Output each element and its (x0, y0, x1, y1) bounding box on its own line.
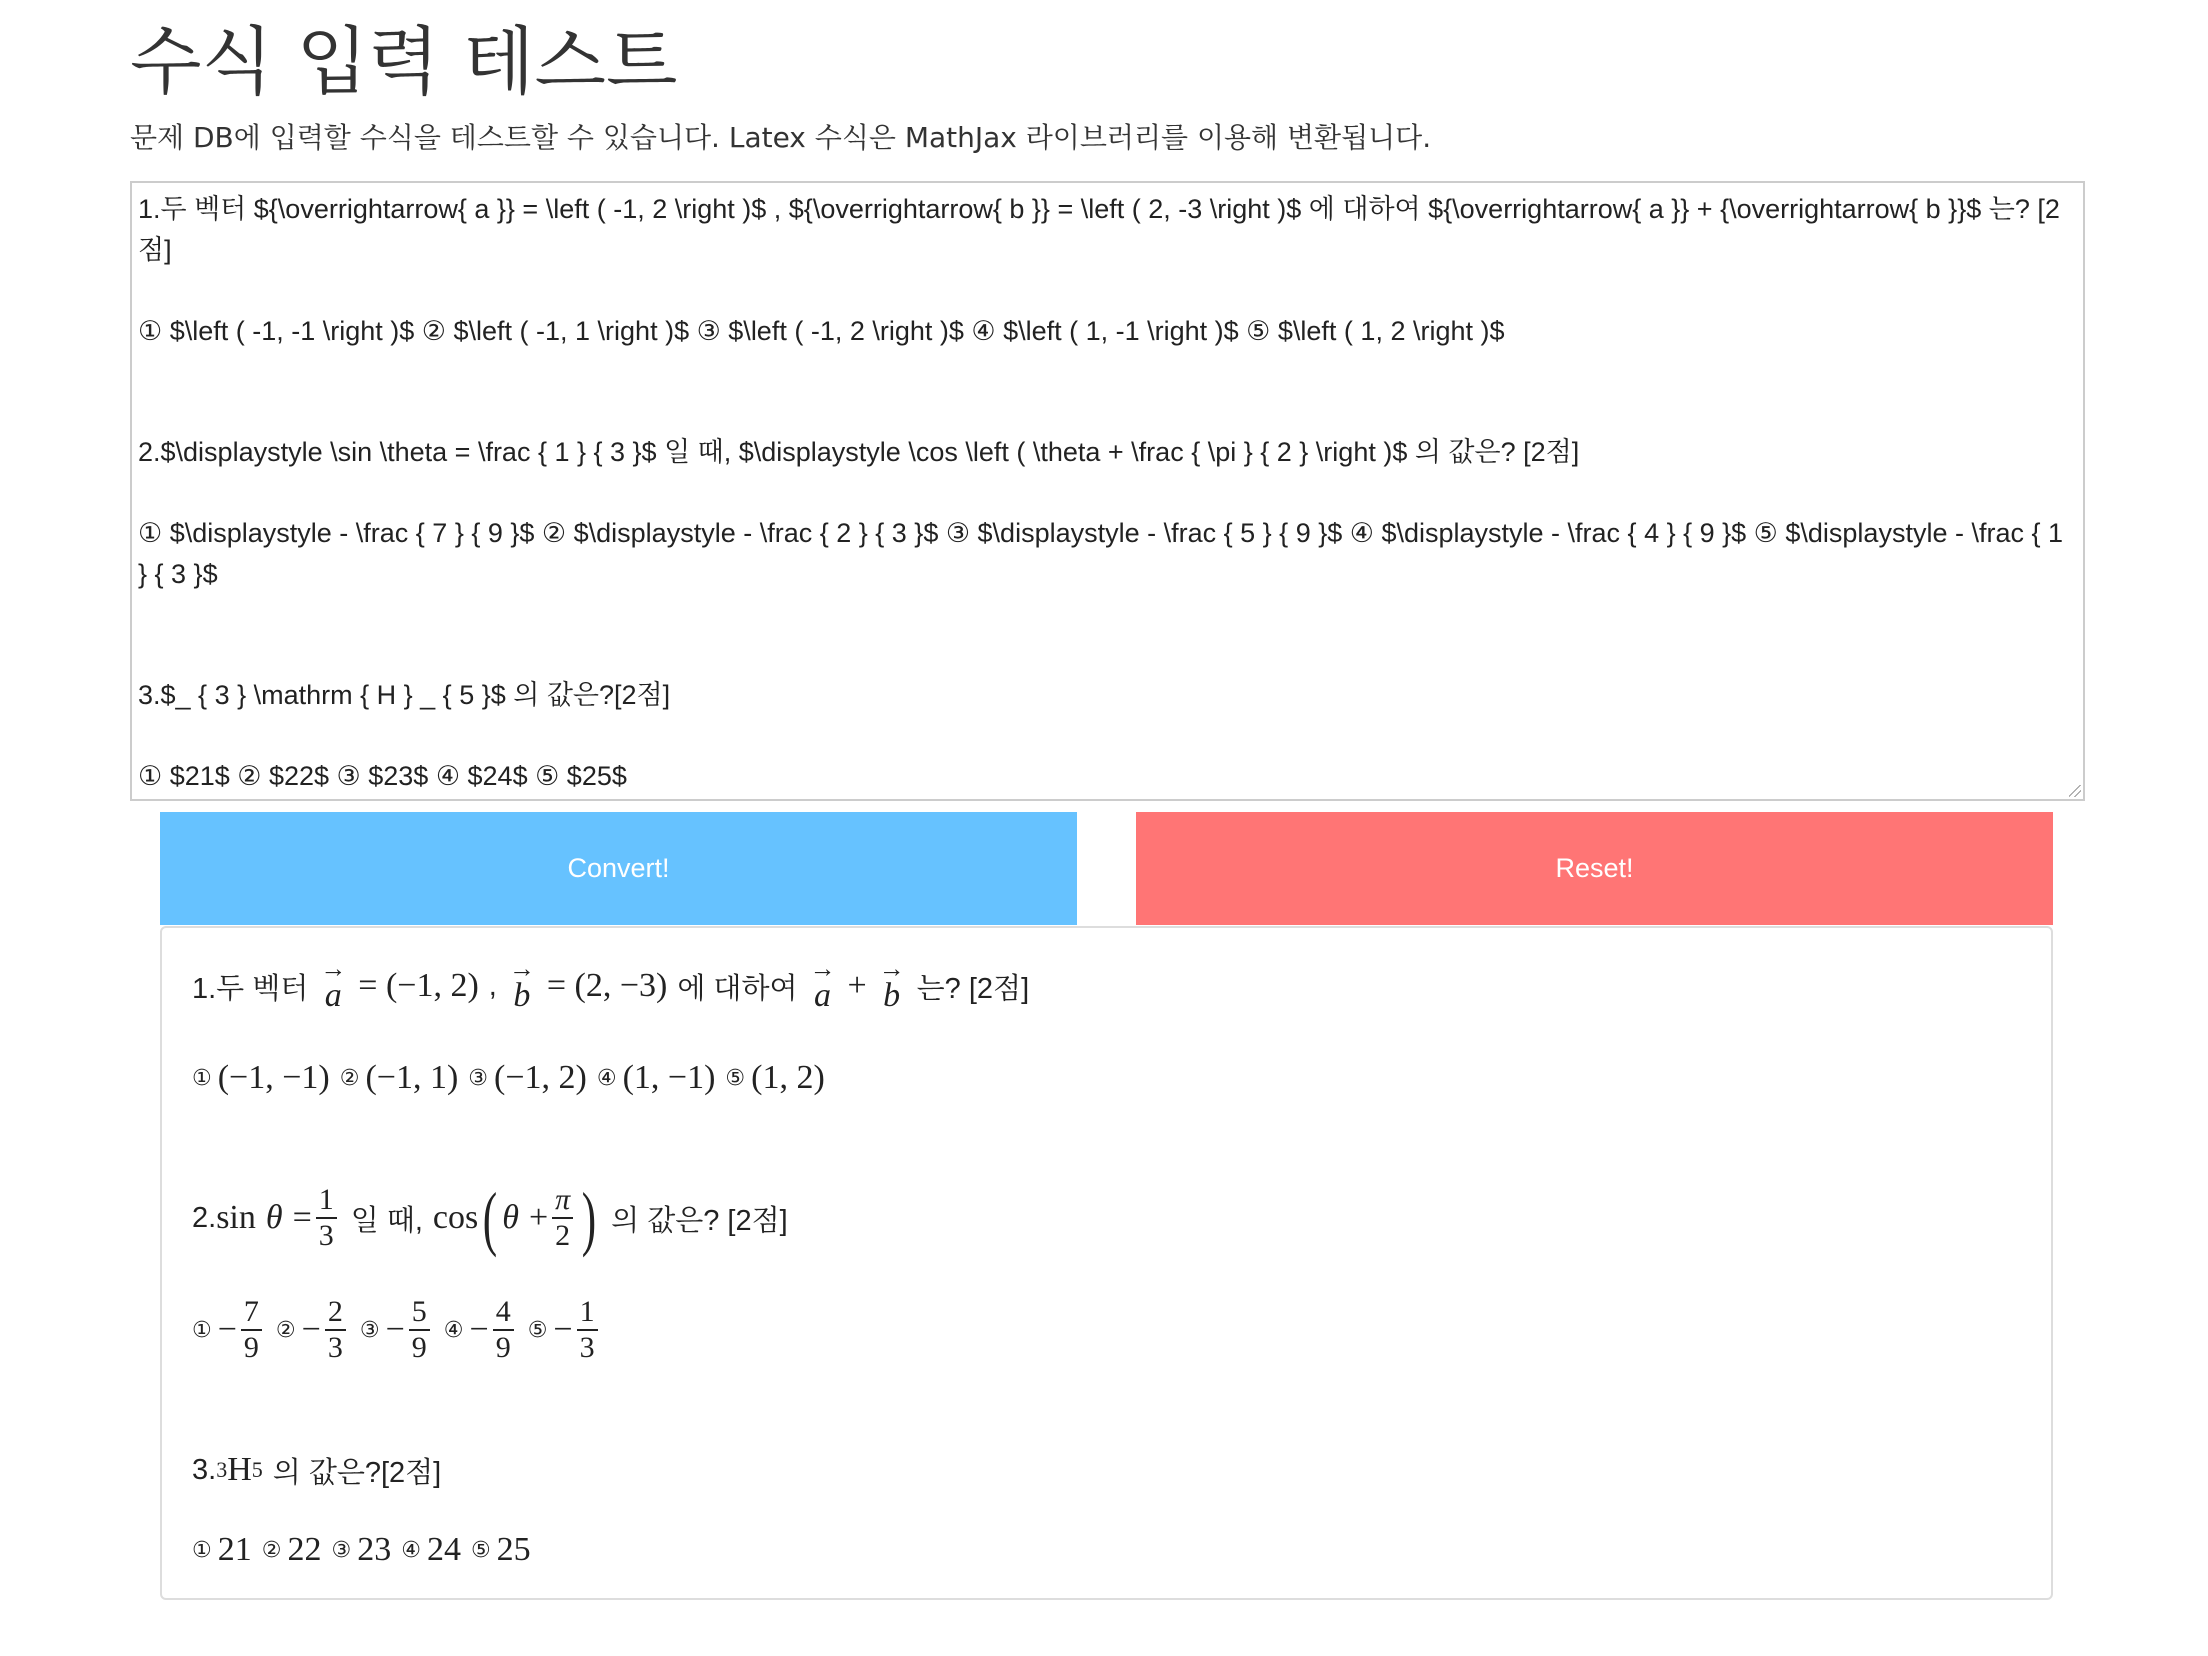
q2-eq: = (292, 1199, 312, 1236)
q2-theta-inner: θ (502, 1199, 519, 1236)
q2-theta: θ (265, 1199, 283, 1236)
vector-arrow-icon: → (878, 954, 905, 983)
editor-line: 1.두 벡터 ${\overrightarrow{ a }} = \left ( -1, 2 \right )$ , ${\overrightarrow{ b }} = \left ( 2, -3 \right )$ 에 대하여 ${\overrightarrow{ a }} + {\overrightarrow{ b }}$ 는? [2점] (138, 194, 2060, 265)
editor-line (138, 716, 2077, 757)
q1-choices (192, 1056, 835, 1100)
choice-mark: ② (261, 1537, 282, 1563)
choice-fraction (577, 1295, 598, 1365)
q1-prefix: 1.두 벡터 (192, 972, 309, 1005)
editor-line (138, 473, 2077, 514)
q3-prefix: 3. (192, 1453, 217, 1486)
choice-minus: − (553, 1311, 573, 1348)
q2-suffix: 의 값은? [2점] (611, 1204, 788, 1237)
fraction-denominator: 9 (493, 1329, 514, 1365)
q2-sin: sin (216, 1199, 256, 1236)
q2-prefix: 2. (192, 1201, 217, 1234)
q1-eq-b: = (2, −3) (546, 967, 668, 1004)
choice-mark: ② (339, 1065, 360, 1091)
choice-value: 24 (426, 1531, 461, 1568)
choice-mark: ③ (359, 1317, 380, 1343)
choice-fraction (325, 1295, 346, 1365)
editor-line: 3.$_ { 3 } \mathrm { H } _ { 5 }$ 의 값은?[2점] (138, 680, 671, 710)
vector-arrow-icon: → (320, 954, 347, 983)
choice-mark: ① (192, 1317, 212, 1343)
choice-value: 25 (496, 1531, 531, 1568)
q1-comma: , (488, 969, 497, 1002)
vector-b: → b (508, 954, 535, 1014)
editor-line (138, 594, 2077, 635)
choice-value: (−1, −1) (217, 1059, 330, 1096)
choice-minus: − (385, 1311, 405, 1348)
vector-arrow-icon: → (809, 954, 836, 983)
q1-eq-a: = (−1, 2) (358, 967, 479, 1004)
fraction-denominator: 9 (241, 1329, 262, 1365)
choice-value: 21 (217, 1531, 252, 1568)
reset-button[interactable]: Reset! (1136, 812, 2053, 925)
choice-fraction (493, 1295, 514, 1365)
choice-mark: ③ (468, 1065, 489, 1091)
choice-mark: ② (275, 1317, 296, 1343)
q3-sub-left: 3 (216, 1457, 228, 1482)
editor-line: ① $\displaystyle - \frac { 7 } { 9 }$ ② $\displaystyle - \frac { 2 } { 3 }$ ③ $\displaystyle - \frac { 5 } { 9 }$ ④ $\displaystyle - \frac { 4 } { 9 }$ ⑤ $\displaystyle - \frac { 1 } { 3 }$ (138, 518, 2071, 589)
latex-input-textarea[interactable] (130, 181, 2085, 801)
vector-arrow-icon: → (508, 954, 535, 983)
choice-mark: ③ (331, 1537, 352, 1563)
choice-mark: ④ (596, 1065, 617, 1091)
rendered-output-panel (160, 926, 2053, 1600)
fraction-numerator: 4 (495, 1295, 511, 1328)
fraction-numerator: 5 (411, 1295, 427, 1328)
choice-value: 23 (357, 1531, 392, 1568)
q2-pi-fraction: $\frac{\pi}{2}$ (552, 1183, 573, 1253)
choice-mark: ⑤ (527, 1317, 548, 1343)
vector-b: → b (878, 954, 905, 1014)
choice-fraction (241, 1295, 262, 1365)
q1-plus: + (847, 967, 867, 1004)
fraction-denominator: 9 (409, 1329, 430, 1365)
page-title: 수식 입력 테스트 (130, 19, 678, 105)
q2-plus: + (528, 1199, 549, 1236)
q3-sub-right: 5 (251, 1457, 263, 1482)
choice-mark: ⑤ (470, 1537, 491, 1563)
choice-mark: ④ (443, 1317, 464, 1343)
choice-value: (1, 2) (751, 1059, 825, 1096)
choice-minus: − (301, 1311, 321, 1348)
editor-line: ① $\left ( -1, -1 \right )$ ② $\left ( -1, 1 \right )$ ③ $\left ( -1, 2 \right )$ ④ $\left ( 1, -1 \right )$ ⑤ $\left ( 1, 2 \right )$ (138, 315, 1505, 346)
choice-fraction (409, 1295, 430, 1365)
choice-minus: − (469, 1311, 489, 1348)
editor-line (138, 351, 2077, 392)
q2-mid: 일 때, (350, 1204, 423, 1237)
editor-line: 2.$\displaystyle \sin \theta = \frac { 1 } { 3 }$ 일 때, $\displaystyle \cos \left ( \theta + \frac { \pi } { 2 } \right )$ 의 값은? [2점] (138, 437, 1580, 467)
q3-H: H (227, 1451, 252, 1488)
choice-value: (−1, 2) (494, 1059, 587, 1096)
page-description: 문제 DB에 입력할 수식을 테스트할 수 있습니다. Latex 수식은 MathJax 라이브러리를 이용해 변환됩니다. (130, 121, 1432, 154)
choice-value: (1, −1) (622, 1059, 716, 1096)
editor-line (138, 635, 2077, 676)
q2-fraction: $\frac{1}{3}$ (316, 1183, 337, 1253)
fraction-numerator: 2 (327, 1295, 343, 1328)
q1-line (192, 950, 1029, 1022)
fraction-numerator: 7 (243, 1295, 259, 1328)
choice-mark: ① (192, 1537, 212, 1563)
q3-choices (192, 1528, 541, 1572)
q3-line (192, 1448, 441, 1492)
left-paren-icon: ( (483, 1178, 498, 1258)
q2-choices (192, 1284, 612, 1376)
q1-mid: 에 대하여 (677, 972, 798, 1005)
q2-line (192, 1172, 788, 1264)
resize-grip-icon[interactable] (2069, 785, 2081, 797)
q2-cos: cos (432, 1199, 479, 1236)
choice-mark: ⑤ (725, 1065, 746, 1091)
choice-mark: ④ (401, 1537, 421, 1563)
q3-suffix: 의 값은?[2점] (272, 1456, 442, 1489)
choice-value: 22 (287, 1531, 322, 1568)
choice-mark: ① (192, 1065, 212, 1091)
choice-value: (−1, 1) (365, 1059, 459, 1096)
right-paren-icon: ) (581, 1178, 597, 1258)
convert-button[interactable]: Convert! (160, 812, 1077, 925)
choice-minus: − (217, 1311, 237, 1348)
fraction-denominator: 3 (577, 1329, 598, 1365)
editor-line (138, 392, 2077, 433)
fraction-numerator: 1 (579, 1295, 595, 1328)
q1-suffix: 는? [2점] (916, 972, 1030, 1005)
editor-line (138, 270, 2077, 311)
vector-a: → a (320, 954, 347, 1014)
vector-a: → a (809, 954, 836, 1014)
fraction-denominator: 3 (325, 1329, 346, 1365)
editor-line: ① $21$ ② $22$ ③ $23$ ④ $24$ ⑤ $25$ (138, 761, 627, 791)
